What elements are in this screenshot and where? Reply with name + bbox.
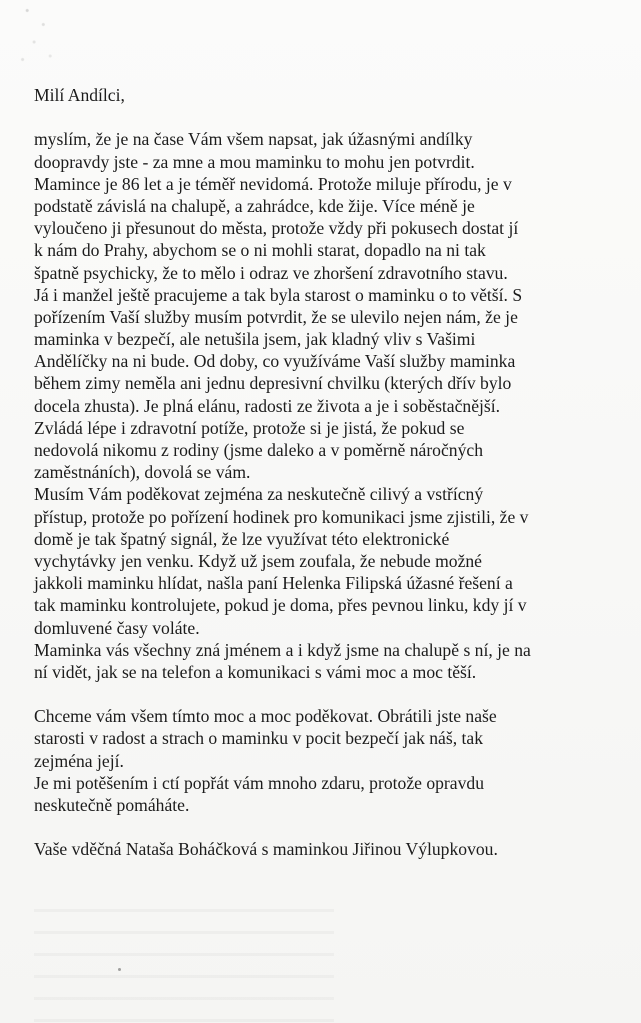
letter-paragraph-2 — [34, 705, 634, 816]
paragraph-gap — [34, 816, 634, 838]
letter-line: nedovolá nikomu z rodiny (jsme daleko a v poměrně náročných — [34, 440, 483, 460]
scan-speckle-mark — [18, 0, 64, 70]
letter-line: podstatě závislá na chalupě, a zahrádce, kde žije. Více méně je — [34, 195, 475, 216]
letter-line: pořízením Vaší služby musím potvrdit, že se ulevilo nejen nám, že je — [34, 306, 518, 327]
letter-line: tak maminku kontrolujete, pokud je doma, přes pevnou linku, kdy jí v — [34, 595, 527, 616]
bleed-through-texture — [34, 895, 334, 1023]
letter-line: zejména její. — [34, 750, 124, 771]
letter-line: Zvládá lépe i zdravotní potíže, protože si je jistá, že pokud se — [34, 417, 465, 438]
letter-paragraph-1 — [34, 128, 634, 683]
paragraph-gap — [34, 683, 634, 705]
letter-line: Maminka vás všechny zná jménem a i když jsme na chalupě s ní, je na — [34, 639, 531, 660]
letter-signature: Vaše vděčná Nataša Boháčková s maminkou Jiřinou Výlupkovou. — [34, 839, 498, 860]
letter-line: vychytávky jen venku. Když už jsem zoufala, že nebude možné — [34, 550, 482, 571]
letter-line: Je mi potěšením i ctí popřát vám mnoho zdaru, protože opravdu — [34, 772, 484, 793]
letter-line: myslím, že je na čase Vám všem napsat, jak úžasnými andílky — [34, 129, 473, 150]
scan-dust-dot — [118, 968, 121, 971]
letter-line: k nám do Prahy, abychom se o ni mohli starat, dopadlo na ni tak — [34, 240, 486, 261]
letter-line: špatně psychicky, že to mělo i odraz ve zhoršení zdravotního stavu. — [34, 262, 508, 283]
letter-line: docela zhusta). Je plná elánu, radosti ze života a je i soběstačnější. — [34, 395, 501, 416]
letter-line: maminka v bezpečí, ale netušila jsem, jak kladný vliv s Vašimi — [34, 329, 476, 350]
letter-body — [34, 84, 634, 861]
letter-line: domě je tak špatný signál, že lze využívat této elektronické — [34, 528, 450, 549]
letter-line: doopravdy jste - za mne a mou maminku to mohu jen potvrdit. — [34, 151, 475, 172]
letter-line: přístup, protože po pořízení hodinek pro komunikaci jsme zjistili, že v — [34, 506, 529, 527]
letter-line: Já i manžel ještě pracujeme a tak byla starost o maminku o to větší. S — [34, 284, 523, 305]
letter-line: neskutečně pomáháte. — [34, 795, 190, 815]
letter-greeting: Milí Andílci, — [34, 85, 125, 105]
paragraph-gap — [34, 106, 634, 128]
letter-line: starosti v radost a strach o maminku v pocit bezpečí jak náš, tak — [34, 728, 484, 749]
letter-line: během zimy neměla ani jednu depresivní chvilku (kterých dřív bylo — [34, 373, 512, 394]
letter-line: jakkoli maminku hlídat, našla paní Helenka Filipská úžasné řešení a — [34, 573, 513, 594]
letter-line: ní vidět, jak se na telefon a komunikaci s vámi moc a moc těší. — [34, 661, 477, 682]
letter-line: domluvené časy voláte. — [34, 617, 200, 638]
letter-line: Mamince je 86 let a je téměř nevidomá. Protože miluje přírodu, je v — [34, 173, 512, 194]
letter-line: Chceme vám všem tímto moc a moc poděkovat. Obrátili jste naše — [34, 706, 497, 727]
letter-line: Musím Vám poděkovat zejména za neskutečně cilivý a vstřícný — [34, 484, 484, 505]
letter-line: zaměstnáních), dovolá se vám. — [34, 462, 251, 483]
letter-line: vyloučeno ji přesunout do města, protože vždy při pokusech dostat jí — [34, 218, 519, 239]
letter-line: Andělíčky na ni bude. Od doby, co využíváme Vaší služby maminka — [34, 351, 516, 372]
